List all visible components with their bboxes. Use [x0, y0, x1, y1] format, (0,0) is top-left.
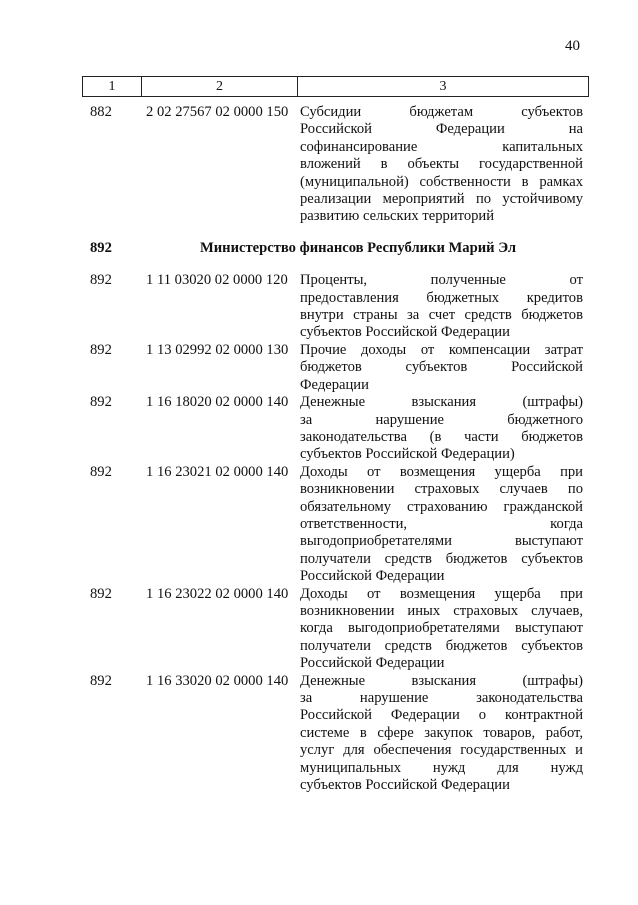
description-line: Денежные взыскания (штрафы) [300, 394, 583, 411]
income-code: 2 02 27567 02 0000 150 [146, 104, 289, 120]
admin-code: 882 [90, 104, 112, 120]
income-code: 1 16 18020 02 0000 140 [146, 394, 289, 411]
description-line: Доходы от возмещения ущерба при [300, 463, 583, 480]
income-description [300, 394, 583, 464]
description-line: когда выгодоприобретателями выступают [300, 620, 583, 637]
admin-code: 892 [90, 272, 112, 289]
income-code: 1 13 02992 02 0000 130 [146, 341, 289, 358]
description-line: вложений в объекты государственной [300, 156, 583, 173]
description-line: Денежные взыскания (штрафы) [300, 672, 583, 689]
income-description [300, 104, 583, 226]
admin-code: 892 [90, 672, 112, 689]
column-header-row [82, 76, 589, 97]
income-description [300, 464, 583, 586]
description-line: предоставления бюджетных кредитов [300, 289, 583, 306]
ministry-name: Министерство финансов Республики Марий Эл [200, 239, 517, 256]
description-line: субъектов Российской Федерации [300, 324, 510, 341]
description-line: софинансирование капитальных [300, 138, 583, 155]
description-line: услуг для обеспечения государственных и [300, 742, 583, 759]
description-line: ответственности, когда [300, 515, 583, 532]
table-body [90, 104, 583, 794]
description-line: законодательства (в части бюджетов [300, 428, 583, 445]
ministry-admin-code: 892 [90, 239, 112, 256]
income-code: 1 16 23022 02 0000 140 [146, 585, 289, 602]
description-line: Российской Федерации [300, 655, 445, 672]
description-line: возникновении страховых случаев по [300, 481, 583, 498]
description-line: (муниципальной) собственности в рамках [300, 173, 583, 190]
income-code: 1 16 23021 02 0000 140 [146, 463, 289, 480]
description-line: бюджетов субъектов Российской [300, 359, 583, 376]
table-row [90, 272, 583, 342]
page-number: 40 [565, 38, 580, 54]
description-line: субъектов Российской Федерации [300, 777, 510, 794]
table-row [90, 464, 583, 586]
admin-code: 892 [90, 394, 112, 411]
main-rows [90, 272, 583, 794]
income-description [300, 272, 583, 342]
top-rows [90, 104, 583, 226]
income-description [300, 673, 583, 795]
income-description [300, 586, 583, 673]
income-description [300, 342, 583, 394]
description-line: Доходы от возмещения ущерба при [300, 585, 583, 602]
description-line: развитию сельских территорий [300, 208, 495, 225]
description-line: Российской Федерации о контрактной [300, 707, 583, 724]
description-line: Российской Федерации [300, 568, 445, 585]
description-line: Субсидии бюджетам субъектов [300, 104, 583, 120]
description-line: субъектов Российской Федерации) [300, 446, 515, 463]
description-line: муниципальных нужд для нужд [300, 759, 583, 776]
description-line: за нарушение законодательства [300, 690, 583, 706]
description-line: Проценты, полученные от [300, 272, 583, 289]
description-line: внутри страны за счет средств бюджетов [300, 307, 583, 324]
description-line: за нарушение бюджетного [300, 411, 583, 428]
description-line: системе в сфере закупок товаров, работ, [300, 724, 583, 741]
table-row [90, 673, 583, 795]
description-line: возникновении иных страховых случаев, [300, 602, 583, 619]
admin-code: 892 [90, 341, 112, 358]
table-row [90, 104, 583, 226]
table-row [90, 394, 583, 464]
description-line: получатели средств бюджетов субъектов [300, 637, 583, 654]
column-header-3: 3 [298, 77, 589, 96]
income-code: 1 11 03020 02 0000 120 [146, 272, 288, 289]
description-line: Российской Федерации на [300, 121, 583, 138]
ministry-heading [90, 240, 583, 257]
table-row [90, 342, 583, 394]
admin-code: 892 [90, 463, 112, 480]
column-header-2: 2 [142, 77, 298, 96]
column-header-1: 1 [82, 77, 142, 96]
admin-code: 892 [90, 585, 112, 602]
description-line: Прочие доходы от компенсации затрат [300, 341, 583, 358]
description-line: получатели средств бюджетов субъектов [300, 550, 583, 567]
description-line: Федерации [300, 376, 369, 393]
description-line: обязательному страхованию гражданской [300, 498, 583, 515]
income-code: 1 16 33020 02 0000 140 [146, 672, 289, 689]
description-line: выгодоприобретателями выступают [300, 533, 583, 550]
table-row [90, 586, 583, 673]
description-line: реализации мероприятий по устойчивому [300, 191, 583, 208]
